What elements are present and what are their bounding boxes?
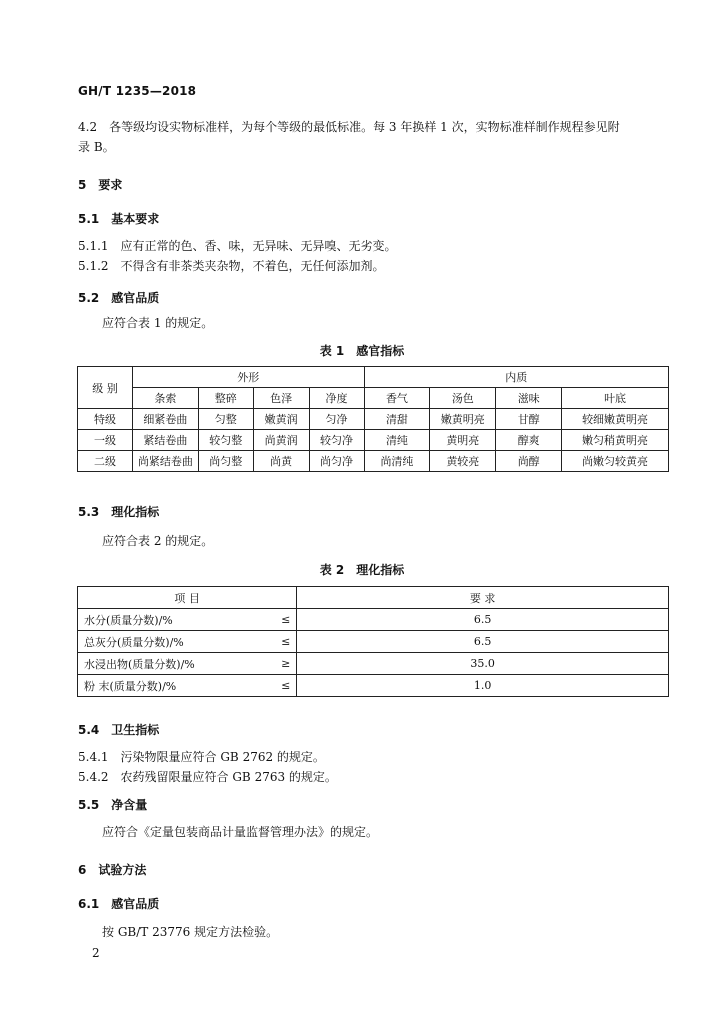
table-cell: 较匀净	[309, 430, 364, 451]
table-row	[78, 409, 669, 430]
column-header: 色泽	[253, 388, 309, 409]
sensory-table	[77, 366, 669, 472]
section-5-2-title: 5.2 感官品质	[78, 291, 160, 305]
column-header: 整碎	[198, 388, 253, 409]
internal-group-header: 内质	[364, 367, 669, 388]
table-cell: 黄明亮	[430, 430, 496, 451]
table-cell: 较匀整	[198, 430, 253, 451]
table-cell: 较细嫩黄明亮	[562, 409, 669, 430]
column-header: 香气	[364, 388, 430, 409]
table-cell: 尚匀净	[309, 451, 364, 472]
table-cell: 匀整	[198, 409, 253, 430]
column-header: 叶底	[562, 388, 669, 409]
section-5-title: 5 要求	[78, 178, 123, 192]
clause-5-4-1: 5.4.1 污染物限量应符合 GB 2762 的规定。	[78, 750, 325, 764]
indicator-name: 总灰分(质量分数)/%	[78, 631, 267, 653]
table-cell: 尚黄	[253, 451, 309, 472]
section-6-1-title: 6.1 感官品质	[78, 897, 160, 911]
requirement-value: 6.5	[297, 631, 669, 653]
column-header: 汤色	[430, 388, 496, 409]
physicochemical-table	[77, 586, 669, 697]
section-5-1-title: 5.1 基本要求	[78, 212, 160, 226]
section-5-5-body: 应符合《定量包装商品计量监督管理办法》的规定。	[102, 825, 379, 839]
indicator-name: 粉 末(质量分数)/%	[78, 675, 267, 697]
comparison-symbol: ≤	[266, 631, 296, 653]
section-5-3-title: 5.3 理化指标	[78, 505, 160, 519]
table-cell: 二级	[78, 451, 133, 472]
requirement-value: 6.5	[297, 609, 669, 631]
table-cell: 黄较亮	[430, 451, 496, 472]
table-row	[78, 675, 669, 697]
comparison-symbol: ≤	[266, 675, 296, 697]
document-header: GH/T 1235—2018	[78, 84, 197, 98]
clause-5-1-1: 5.1.1 应有正常的色、香、味，无异味、无异嗅、无劣变。	[78, 239, 397, 253]
indicator-name: 水浸出物(质量分数)/%	[78, 653, 267, 675]
section-6-title: 6 试验方法	[78, 863, 147, 877]
table-cell: 尚紧结卷曲	[132, 451, 198, 472]
page-number: 2	[92, 946, 100, 960]
table-row	[78, 451, 669, 472]
section-5-2-body: 应符合表 1 的规定。	[102, 316, 214, 330]
column-header: 条索	[132, 388, 198, 409]
clause-5-4-2: 5.4.2 农药残留限量应符合 GB 2763 的规定。	[78, 770, 337, 784]
section-5-4-title: 5.4 卫生指标	[78, 723, 160, 737]
table-row	[78, 609, 669, 631]
clause-4-2-line1: 4.2 各等级均设实物标准样，为每个等级的最低标准。每 3 年换样 1 次，实物标准样制作规程参见附	[78, 120, 620, 134]
column-header: 滋味	[496, 388, 562, 409]
table-row	[78, 631, 669, 653]
table-row	[78, 653, 669, 675]
requirement-value: 35.0	[297, 653, 669, 675]
table-cell: 尚匀整	[198, 451, 253, 472]
table-cell: 尚醇	[496, 451, 562, 472]
table-cell: 紧结卷曲	[132, 430, 198, 451]
indicator-name: 水分(质量分数)/%	[78, 609, 267, 631]
table-cell: 醇爽	[496, 430, 562, 451]
grade-header: 级 别	[78, 367, 133, 409]
comparison-symbol: ≥	[266, 653, 296, 675]
table-cell: 一级	[78, 430, 133, 451]
table-cell: 尚清纯	[364, 451, 430, 472]
table-cell: 嫩黄润	[253, 409, 309, 430]
section-5-3-body: 应符合表 2 的规定。	[102, 534, 214, 548]
table-cell: 清甜	[364, 409, 430, 430]
table-cell: 匀净	[309, 409, 364, 430]
table-cell: 清纯	[364, 430, 430, 451]
requirement-column-header: 要 求	[297, 587, 669, 609]
clause-4-2-line2: 录 B。	[78, 140, 115, 154]
table-1-caption: 表 1 感官指标	[319, 344, 405, 358]
table-cell: 特级	[78, 409, 133, 430]
section-6-1-body: 按 GB/T 23776 规定方法检验。	[102, 925, 279, 939]
clause-5-1-2: 5.1.2 不得含有非茶类夹杂物，不着色，无任何添加剂。	[78, 259, 385, 273]
table-cell: 细紧卷曲	[132, 409, 198, 430]
table-row	[78, 430, 669, 451]
table-cell: 尚嫩匀较黄亮	[562, 451, 669, 472]
requirement-value: 1.0	[297, 675, 669, 697]
table-2-caption: 表 2 理化指标	[319, 563, 405, 577]
column-header: 净度	[309, 388, 364, 409]
table-cell: 嫩匀稍黄明亮	[562, 430, 669, 451]
appearance-group-header: 外形	[132, 367, 364, 388]
table-cell: 甘醇	[496, 409, 562, 430]
table-cell: 嫩黄明亮	[430, 409, 496, 430]
comparison-symbol: ≤	[266, 609, 296, 631]
item-column-header: 项 目	[78, 587, 297, 609]
section-5-5-title: 5.5 净含量	[78, 798, 148, 812]
table-cell: 尚黄润	[253, 430, 309, 451]
